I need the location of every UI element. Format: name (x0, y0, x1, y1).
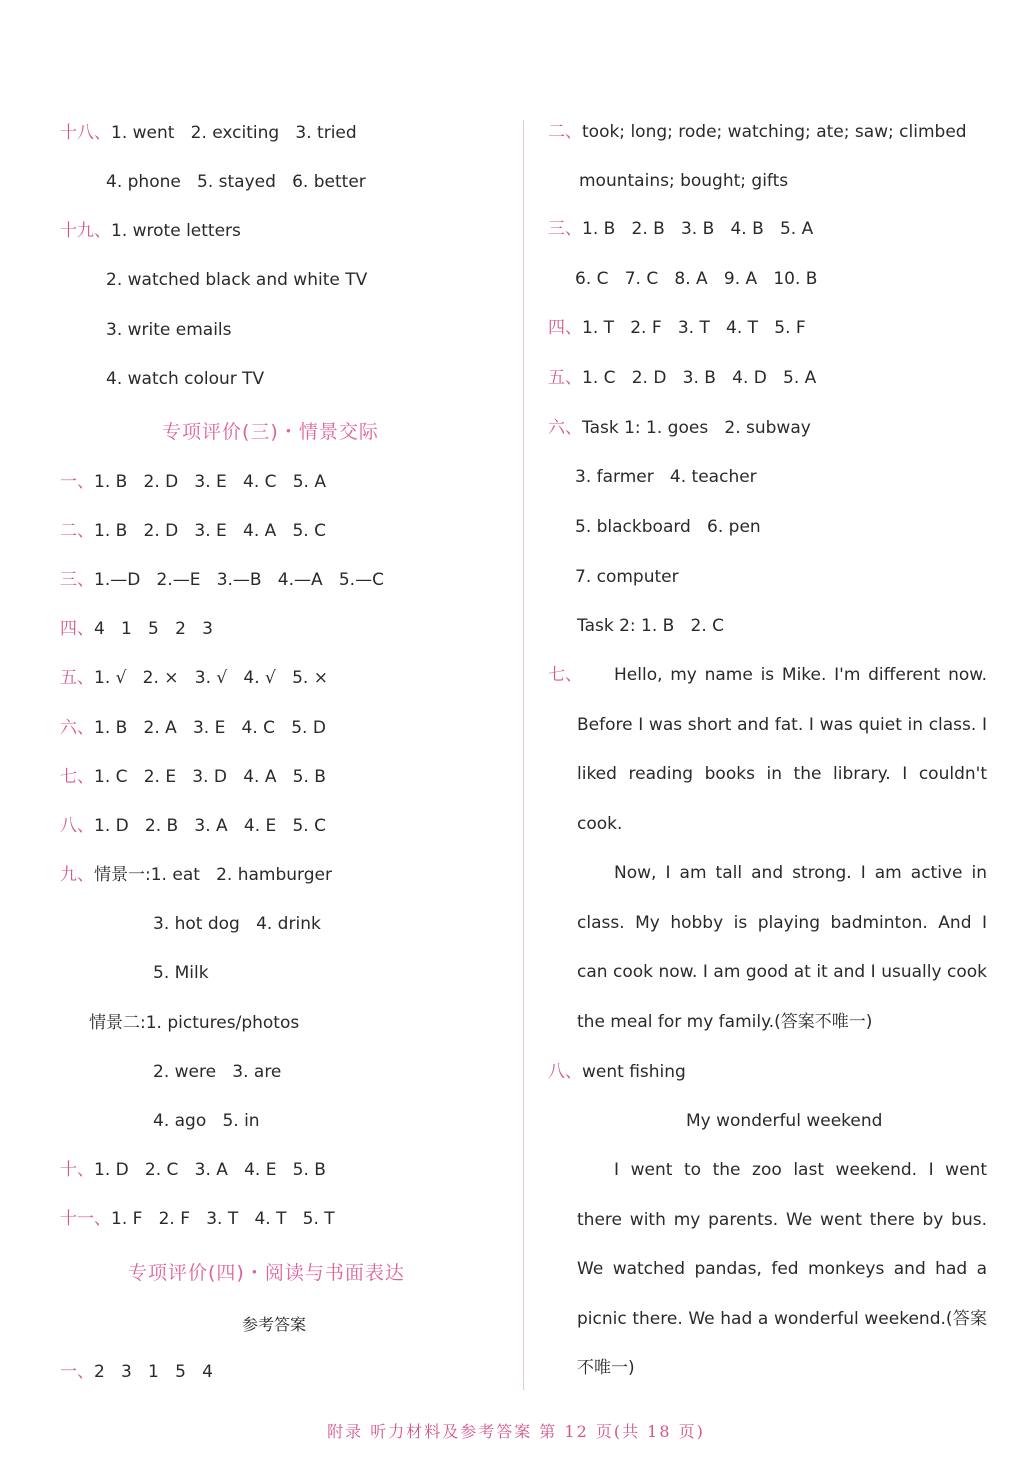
q7-line (60, 765, 326, 789)
a6-line-4: 7. computer (575, 567, 679, 587)
section-18-line-2: 4. phone 5. stayed 6. better (106, 172, 366, 192)
answer-text: 1. B 2. D 3. E 4. A 5. C (94, 521, 326, 541)
section-number: 三、 (60, 570, 94, 590)
section-number: 五、 (548, 368, 582, 388)
section-number: 十、 (60, 1160, 94, 1180)
q10-line (60, 1158, 326, 1182)
section-number: 四、 (60, 619, 94, 639)
a4-line (548, 316, 806, 340)
answer-text: 1. eat 2. hamburger (150, 865, 332, 885)
a8-line-1 (548, 1060, 686, 1084)
section-number: 四、 (548, 318, 582, 338)
section-number: 七、 (60, 767, 94, 787)
section-number: 五、 (60, 668, 94, 688)
a8-essay (577, 1146, 987, 1394)
answer-text: 4 1 5 2 3 (94, 619, 213, 639)
answer-text: 1. F 2. F 3. T 4. T 5. T (111, 1209, 335, 1229)
a6-line-2: 3. farmer 4. teacher (575, 467, 757, 487)
answer-text: 1. B 2. D 3. E 4. C 5. A (94, 472, 326, 492)
section-number: 九、 (60, 865, 94, 885)
q2-line (60, 519, 326, 543)
answer-text: Task 1: 1. goes 2. subway (582, 418, 811, 438)
answer-text: 1.—D 2.—E 3.—B 4.—A 5.—C (94, 570, 384, 590)
section-number: 三、 (548, 219, 582, 239)
a2-line-2: mountains; bought; gifts (579, 171, 789, 191)
answer-text: 1. pictures/photos (145, 1013, 300, 1033)
answer-text: 1. D 2. B 3. A 4. E 5. C (94, 816, 326, 836)
a7-paragraph-2: Now, I am tall and strong. I am active in class. My hobby is playing badminton. And I can cook now. I am good at it and I usually cook the meal for my family.(答案不唯一) (577, 863, 987, 1032)
q6-line (60, 716, 326, 740)
answer-text: 1. C 2. D 3. B 4. D 5. A (582, 368, 817, 388)
a3-line-1 (548, 217, 813, 241)
a7-essay (577, 651, 987, 1047)
q9-line-6: 4. ago 5. in (153, 1111, 260, 1131)
section-number: 十一、 (60, 1209, 111, 1229)
section-number: 一、 (60, 472, 94, 492)
q3-line (60, 568, 384, 592)
q8-line (60, 814, 326, 838)
section-number: 二、 (548, 122, 582, 142)
scene-label: 情景二: (89, 1013, 146, 1033)
answer-text: 1. √ 2. × 3. √ 4. √ 5. × (94, 668, 328, 688)
a6-line-1 (548, 416, 811, 440)
section-number: 八、 (60, 816, 94, 836)
q9-line-4 (89, 1011, 299, 1035)
section-title-3: 专项评价(三)・情景交际 (162, 421, 379, 443)
q1-line (60, 470, 326, 494)
q4-line (60, 617, 213, 641)
a5-line (548, 366, 816, 390)
page-footer: 附录 听力材料及参考答案 第 12 页(共 18 页) (327, 1422, 705, 1441)
answer-text: 1. C 2. E 3. D 4. A 5. B (94, 767, 326, 787)
answer-text: 1. B 2. B 3. B 4. B 5. A (582, 219, 814, 239)
a2-line-1 (548, 120, 967, 144)
section-number: 六、 (548, 418, 582, 438)
essay-heading: My wonderful weekend (686, 1111, 883, 1131)
reference-answers-heading: 参考答案 (242, 1315, 307, 1334)
q5-line (60, 666, 328, 690)
section-18-line-1 (60, 121, 357, 145)
section-number: 十九、 (60, 221, 111, 241)
a8-paragraph-1: I went to the zoo last weekend. I went there with my parents. We went there by bus. We watched pandas, fed monkeys and had a picnic there. We had a wonderful weekend.(答案不唯一) (577, 1160, 987, 1378)
q9-line-1 (60, 863, 332, 887)
section-number: 一、 (60, 1362, 94, 1382)
section-title-4: 专项评价(四)・阅读与书面表达 (128, 1262, 405, 1284)
column-divider (523, 120, 524, 1390)
scene-label: 情景一: (94, 865, 151, 885)
answer-text: 1. B 2. A 3. E 4. C 5. D (94, 718, 326, 738)
q9-line-5: 2. were 3. are (153, 1062, 282, 1082)
a6-line-5: Task 2: 1. B 2. C (577, 616, 725, 636)
section-number: 八、 (548, 1062, 582, 1082)
answer-text: 1. wrote letters (111, 221, 241, 241)
answer-text: 1. T 2. F 3. T 4. T 5. F (582, 318, 806, 338)
r1-line (60, 1360, 213, 1384)
section-number: 七、 (548, 665, 582, 685)
answer-text: took; long; rode; watching; ate; saw; climbed (582, 122, 967, 142)
a6-line-3: 5. blackboard 6. pen (575, 517, 761, 537)
section-number: 六、 (60, 718, 94, 738)
section-19-line-2: 2. watched black and white TV (106, 270, 368, 290)
section-19-line-1 (60, 219, 241, 243)
section-number: 二、 (60, 521, 94, 541)
a7-paragraph-1: Hello, my name is Mike. I'm different now. Before I was short and fat. I was quiet in class. I liked reading books in the library. I couldn't cook. (577, 665, 987, 834)
q11-line (60, 1207, 335, 1231)
a3-line-2: 6. C 7. C 8. A 9. A 10. B (575, 269, 818, 289)
q9-line-2: 3. hot dog 4. drink (153, 914, 321, 934)
answer-text: went fishing (582, 1062, 686, 1082)
q9-line-3: 5. Milk (153, 963, 209, 983)
answer-text: 1. went 2. exciting 3. tried (111, 123, 357, 143)
answer-text: 1. D 2. C 3. A 4. E 5. B (94, 1160, 326, 1180)
section-19-line-3: 3. write emails (106, 320, 232, 340)
section-number: 十八、 (60, 123, 111, 143)
answer-text: 2 3 1 5 4 (94, 1362, 213, 1382)
section-19-line-4: 4. watch colour TV (106, 369, 265, 389)
